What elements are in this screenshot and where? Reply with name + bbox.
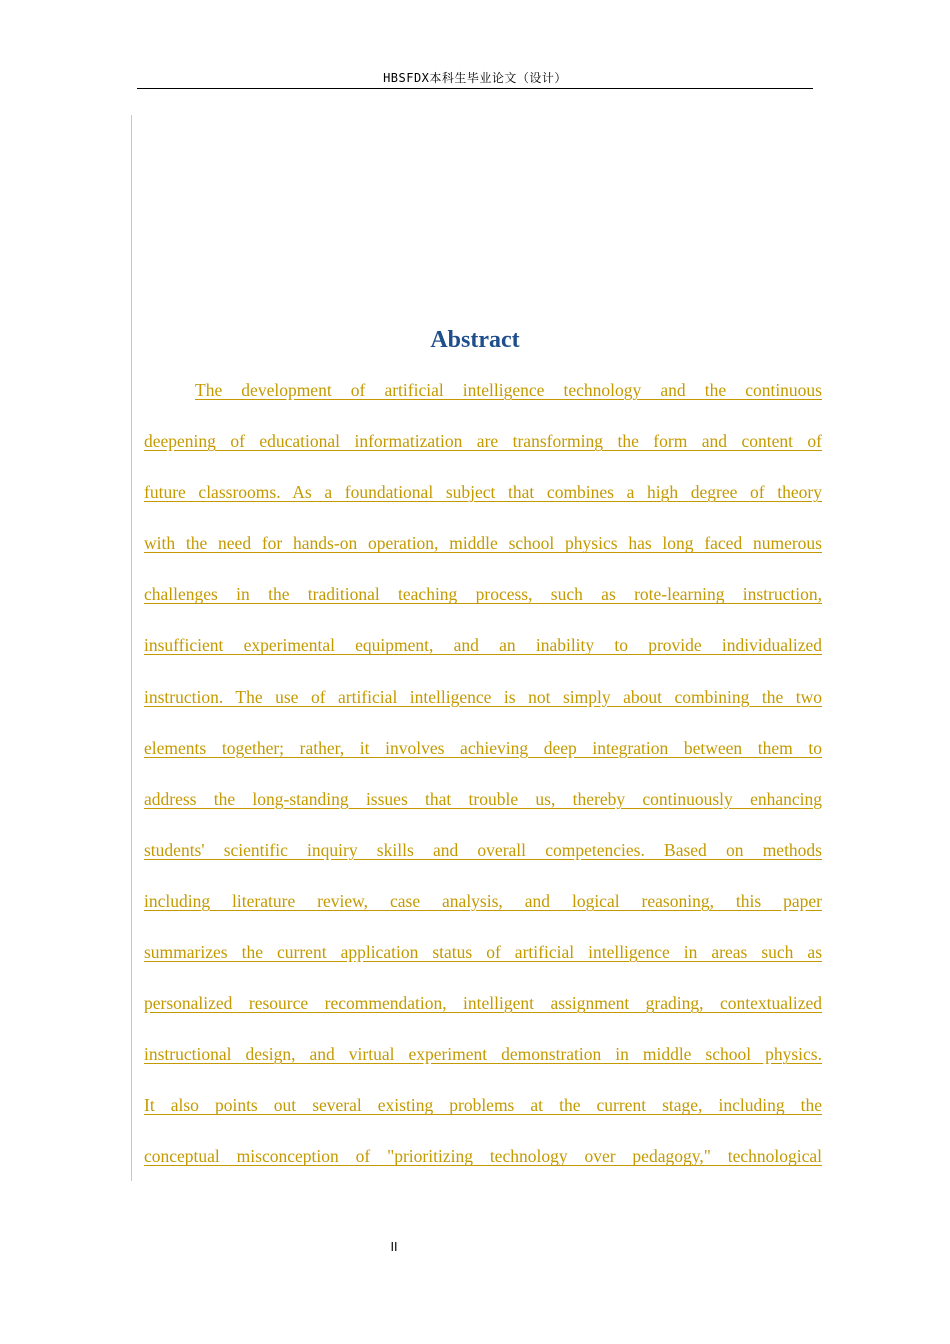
abstract-line: It also points out several existing problems at the current stage, including the (144, 1095, 822, 1116)
abstract-line: address the long-standing issues that trouble us, thereby continuously enhancing (144, 788, 822, 809)
abstract-line: elements together; rather, it involves achieving deep integration between them to (144, 737, 822, 758)
page-number: II (390, 1240, 398, 1254)
left-margin-line (131, 115, 132, 1181)
abstract-line: personalized resource recommendation, intelligent assignment grading, contextualized (144, 993, 822, 1014)
abstract-line: students' scientific inquiry skills and overall competencies. Based on methods (144, 839, 822, 860)
abstract-line: conceptual misconception of "prioritizing technology over pedagogy," technological (144, 1146, 822, 1167)
abstract-line: with the need for hands-on operation, middle school physics has long faced numerous (144, 533, 822, 554)
page-header (137, 70, 813, 89)
abstract-body (144, 376, 824, 1194)
abstract-line: challenges in the traditional teaching process, such as rote-learning instruction, (144, 584, 822, 605)
header-title: HBSFDX本科生毕业论文（设计） (383, 71, 567, 85)
abstract-line: summarizes the current application status of artificial intelligence in areas such as (144, 942, 822, 963)
abstract-line: instructional design, and virtual experiment demonstration in middle school physics. (144, 1044, 822, 1065)
abstract-title: Abstract (430, 327, 520, 353)
abstract-line: instruction. The use of artificial intelligence is not simply about combining the two (144, 686, 822, 707)
abstract-line: future classrooms. As a foundational subject that combines a high degree of theory (144, 482, 822, 503)
abstract-line: including literature review, case analysis, and logical reasoning, this paper (144, 890, 822, 911)
abstract-line: insufficient experimental equipment, and an inability to provide individualized (144, 635, 822, 656)
abstract-line: deepening of educational informatization are transforming the form and content of (144, 431, 822, 452)
abstract-line: The development of artificial intelligence technology and the continuous (195, 380, 822, 400)
